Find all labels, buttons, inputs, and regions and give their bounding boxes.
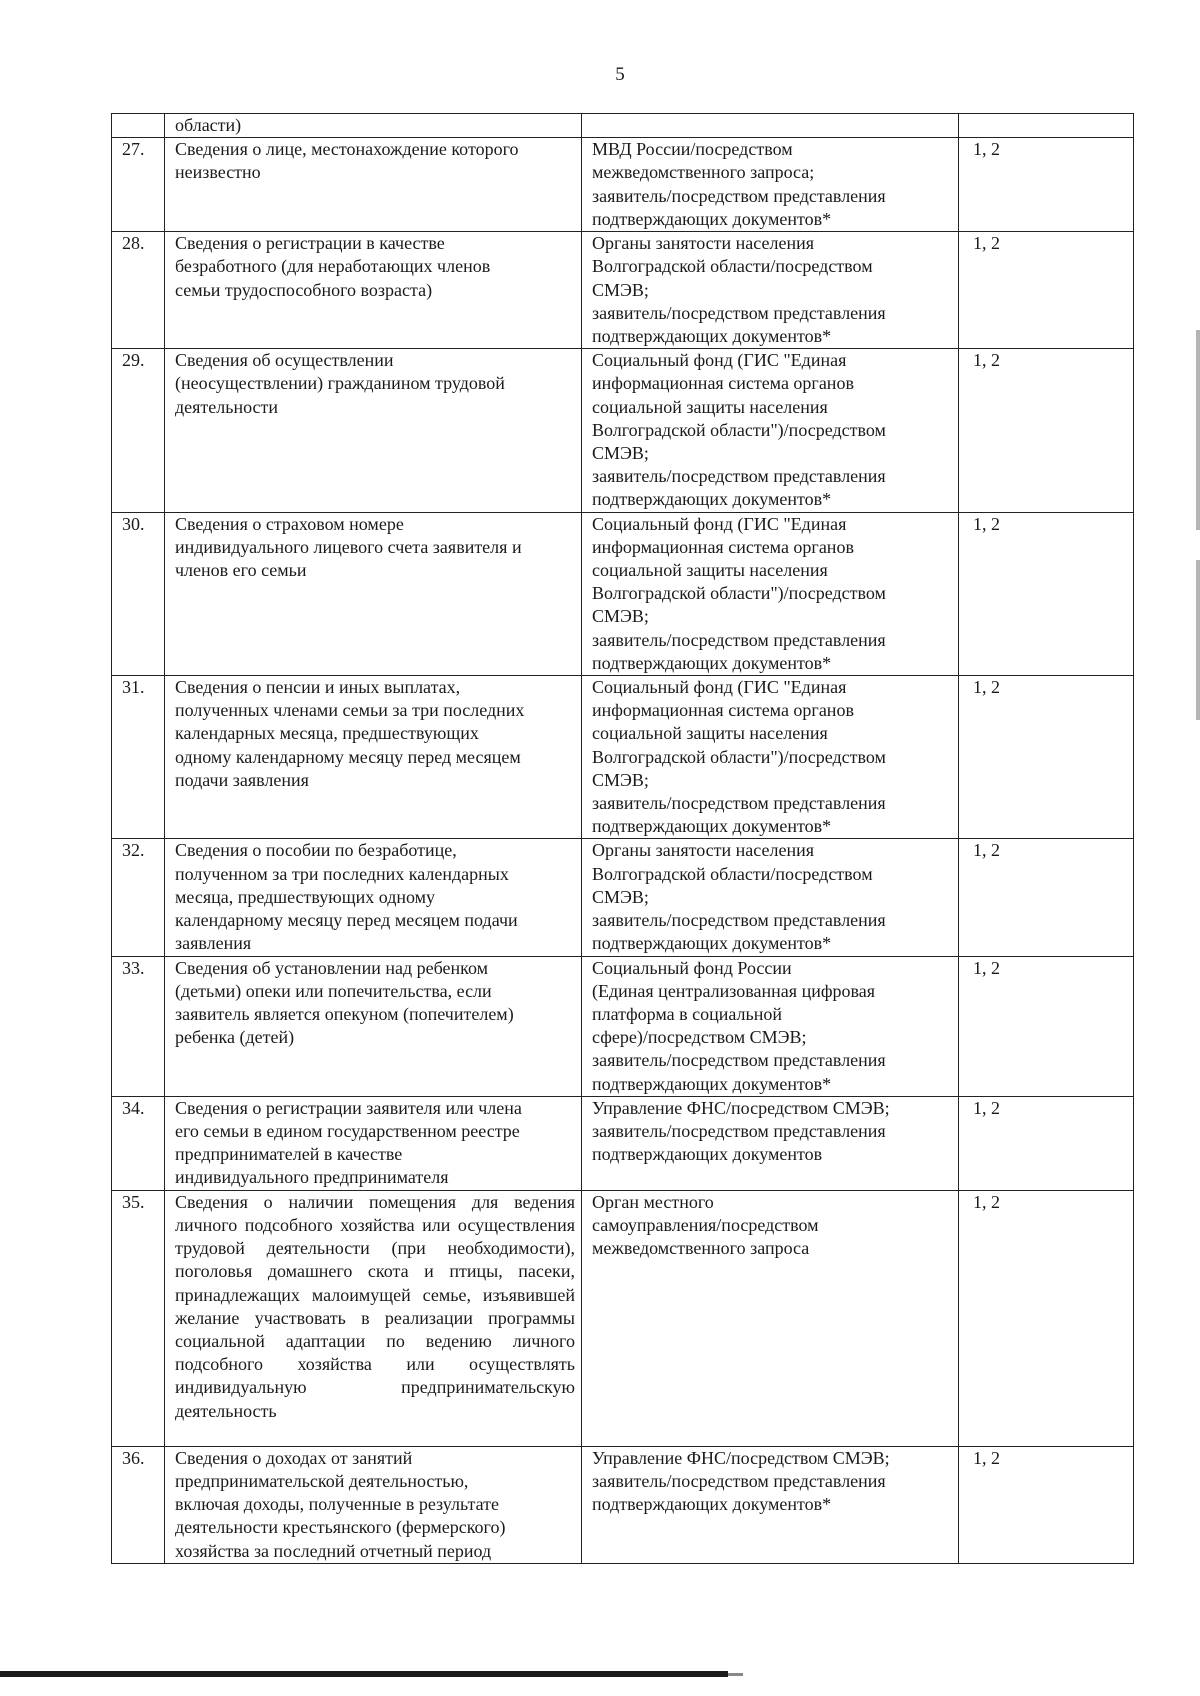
scan-bottom-rule (0, 1671, 728, 1677)
row-number: 29. (112, 349, 165, 512)
row-number: 33. (112, 956, 165, 1096)
row-stages: 1, 2 (959, 232, 1134, 349)
table-row (112, 956, 1134, 1096)
row-number: 28. (112, 232, 165, 349)
row-stages: 1, 2 (959, 512, 1134, 675)
row-description: Сведения об осуществлении (неосуществлении) гражданином трудовой деятельности (165, 349, 582, 512)
row-description: Сведения о страховом номере индивидуального лицевого счета заявителя и членов его семьи (165, 512, 582, 675)
row-source: Управление ФНС/посредством СМЭВ; заявитель/посредством представления подтверждающих документов* (582, 1446, 959, 1563)
scan-bottom-rule-tail (728, 1673, 743, 1676)
row-source: Социальный фонд России (Единая централизованная цифровая платформа в социальной сфере)/посредством СМЭВ; заявитель/посредством представления подтверждающих документов* (582, 956, 959, 1096)
row-stages: 1, 2 (959, 839, 1134, 956)
row-description: Сведения о регистрации заявителя или члена его семьи в едином государственном реестре предпринимателей в качестве индивидуального предпринимателя (165, 1096, 582, 1190)
row-description: области) (165, 114, 582, 138)
row-description: Сведения о лице, местонахождение которого неизвестно (165, 138, 582, 232)
page-number: 5 (615, 64, 625, 85)
table-row (112, 512, 1134, 675)
row-source: МВД России/посредством межведомственного запроса; заявитель/посредством представления подтверждающих документов* (582, 138, 959, 232)
table-row (112, 232, 1134, 349)
row-number: 27. (112, 138, 165, 232)
row-number: 31. (112, 676, 165, 839)
row-stages (959, 114, 1134, 138)
scan-edge-mark (1196, 560, 1200, 720)
table-row (112, 1446, 1134, 1563)
row-number: 36. (112, 1446, 165, 1563)
table-row (112, 839, 1134, 956)
row-number: 35. (112, 1190, 165, 1446)
table-row (112, 138, 1134, 232)
services-table (111, 113, 1134, 1564)
row-number: 32. (112, 839, 165, 956)
row-description: Сведения о наличии помещения для ведения личного подсобного хозяйства или осуществления трудовой деятельности (при необходимости), поголовья домашнего скота и птицы, пасеки, принадлежащих малоимущей семье, изъявившей желание участвовать в реализации программы социальной адаптации по ведению личного подсобного хозяйства или осуществлять индивидуальную предпринимательскую деятельность (165, 1190, 582, 1446)
row-description: Сведения о пенсии и иных выплатах, полученных членами семьи за три последних календарных месяца, предшествующих одному календарному месяцу перед месяцем подачи заявления (165, 676, 582, 839)
row-number (112, 114, 165, 138)
table-row (112, 676, 1134, 839)
row-stages: 1, 2 (959, 956, 1134, 1096)
row-description: Сведения о доходах от занятий предпринимательской деятельностью, включая доходы, полученные в результате деятельности крестьянского (фермерского) хозяйства за последний отчетный период (165, 1446, 582, 1563)
row-source: Управление ФНС/посредством СМЭВ; заявитель/посредством представления подтверждающих документов (582, 1096, 959, 1190)
row-stages: 1, 2 (959, 349, 1134, 512)
row-source: Социальный фонд (ГИС "Единая информационная система органов социальной защиты населения Волгоградской области")/посредством СМЭВ; заявитель/посредством представления подтверждающих документов* (582, 349, 959, 512)
row-description: Сведения о регистрации в качестве безработного (для неработающих членов семьи трудоспособного возраста) (165, 232, 582, 349)
row-source: Органы занятости населения Волгоградской области/посредством СМЭВ; заявитель/посредством представления подтверждающих документов* (582, 232, 959, 349)
row-source: Орган местного самоуправления/посредством межведомственного запроса (582, 1190, 959, 1446)
row-source: Органы занятости населения Волгоградской области/посредством СМЭВ; заявитель/посредством представления подтверждающих документов* (582, 839, 959, 956)
row-stages: 1, 2 (959, 1446, 1134, 1563)
row-source: Социальный фонд (ГИС "Единая информационная система органов социальной защиты населения Волгоградской области")/посредством СМЭВ; заявитель/посредством представления подтверждающих документов* (582, 512, 959, 675)
row-description: Сведения об установлении над ребенком (детьми) опеки или попечительства, если заявитель является опекуном (попечителем) ребенка (детей) (165, 956, 582, 1096)
table-row (112, 114, 1134, 138)
row-stages: 1, 2 (959, 1190, 1134, 1446)
row-stages: 1, 2 (959, 138, 1134, 232)
scan-edge-mark (1196, 330, 1200, 530)
row-number: 30. (112, 512, 165, 675)
table-row (112, 349, 1134, 512)
table-row (112, 1190, 1134, 1446)
table-row (112, 1096, 1134, 1190)
row-source (582, 114, 959, 138)
row-description: Сведения о пособии по безработице, полученном за три последних календарных месяца, предшествующих одному календарному месяцу перед месяцем подачи заявления (165, 839, 582, 956)
row-stages: 1, 2 (959, 1096, 1134, 1190)
row-source: Социальный фонд (ГИС "Единая информационная система органов социальной защиты населения Волгоградской области")/посредством СМЭВ; заявитель/посредством представления подтверждающих документов* (582, 676, 959, 839)
row-number: 34. (112, 1096, 165, 1190)
row-stages: 1, 2 (959, 676, 1134, 839)
